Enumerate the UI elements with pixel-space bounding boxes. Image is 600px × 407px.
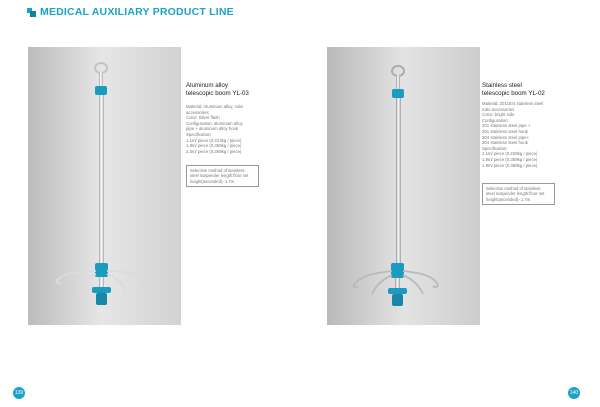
spec-line: 304 stainless steel hook bbox=[482, 140, 528, 146]
product-specs-aluminum bbox=[186, 104, 243, 154]
spec-line: Configuration: aluminum alloy bbox=[186, 120, 243, 126]
product-name-line: Aluminum alloy bbox=[186, 82, 228, 89]
spec-line: pipe + aluminum alloy hook bbox=[186, 126, 239, 132]
note-line: Selection method of stainless bbox=[486, 186, 541, 191]
spec-line: Color: Silver flash bbox=[186, 115, 220, 121]
spec-line: Color: bright side bbox=[482, 112, 515, 118]
product-name-line: Stainless steel bbox=[482, 82, 522, 89]
spec-line: 201 stainless steel hook bbox=[482, 128, 528, 134]
note-line: steel suspender length:floor net bbox=[486, 191, 545, 197]
section-header bbox=[27, 6, 234, 18]
spec-line: 2.3m/ piece (0.369kg / piece) bbox=[186, 148, 242, 154]
spec-line: 201 stainless steel pipe + bbox=[482, 123, 531, 129]
aluminum-iv-pole-illustration bbox=[28, 47, 181, 325]
spec-line: 1.1m/ piece (0.223kg / piece) bbox=[186, 137, 242, 143]
product-name-line: telescopic boom YL-03 bbox=[186, 90, 249, 98]
note-line: Selection method of stainless bbox=[190, 168, 245, 173]
section-title: MEDICAL AUXILIARY PRODUCT LINE bbox=[40, 6, 234, 18]
product-title-stainless bbox=[482, 82, 545, 98]
product-title-aluminum bbox=[186, 82, 249, 98]
brand-squares-icon bbox=[27, 8, 36, 17]
spec-line: Configuration: bbox=[482, 117, 509, 123]
product-photo-aluminum-boom bbox=[28, 47, 181, 325]
page-number-right: 140 bbox=[568, 387, 580, 399]
spec-line: 1.1m/ piece (0.228kg / piece) bbox=[482, 151, 538, 157]
product-name-line: telescopic boom YL-02 bbox=[482, 90, 545, 98]
selection-note-stainless bbox=[482, 183, 555, 205]
spec-line: Specification: bbox=[482, 145, 508, 151]
spec-line: accessories bbox=[186, 109, 209, 115]
spec-line: Material: 201/304 stainless steel bbox=[482, 101, 544, 106]
note-line: steel suspender length:floor net bbox=[190, 173, 249, 179]
product-specs-stainless bbox=[482, 101, 543, 168]
spec-line: 1.9m/ piece (0.369kg / piece) bbox=[482, 162, 538, 168]
stainless-iv-pole-illustration bbox=[327, 47, 480, 325]
product-photo-stainless-boom bbox=[327, 47, 480, 325]
spec-line: Material: Aluminum alloy, rubs bbox=[186, 104, 243, 109]
note-line: height(ascended)- 1.7m bbox=[486, 196, 531, 202]
spec-line: 304 stainless steel pipe+ bbox=[482, 134, 530, 140]
selection-note-aluminum bbox=[186, 165, 259, 187]
spec-line: 1.9m/ piece (0.359kg / piece) bbox=[186, 143, 242, 149]
page-number-left: 139 bbox=[13, 387, 25, 399]
spec-line: Specification: bbox=[186, 131, 212, 137]
spec-line: 1.9m/ piece (0.359kg / piece) bbox=[482, 156, 538, 162]
spec-line: rubs accessories bbox=[482, 106, 515, 112]
note-line: height(ascended)- 1.7m bbox=[190, 178, 235, 184]
